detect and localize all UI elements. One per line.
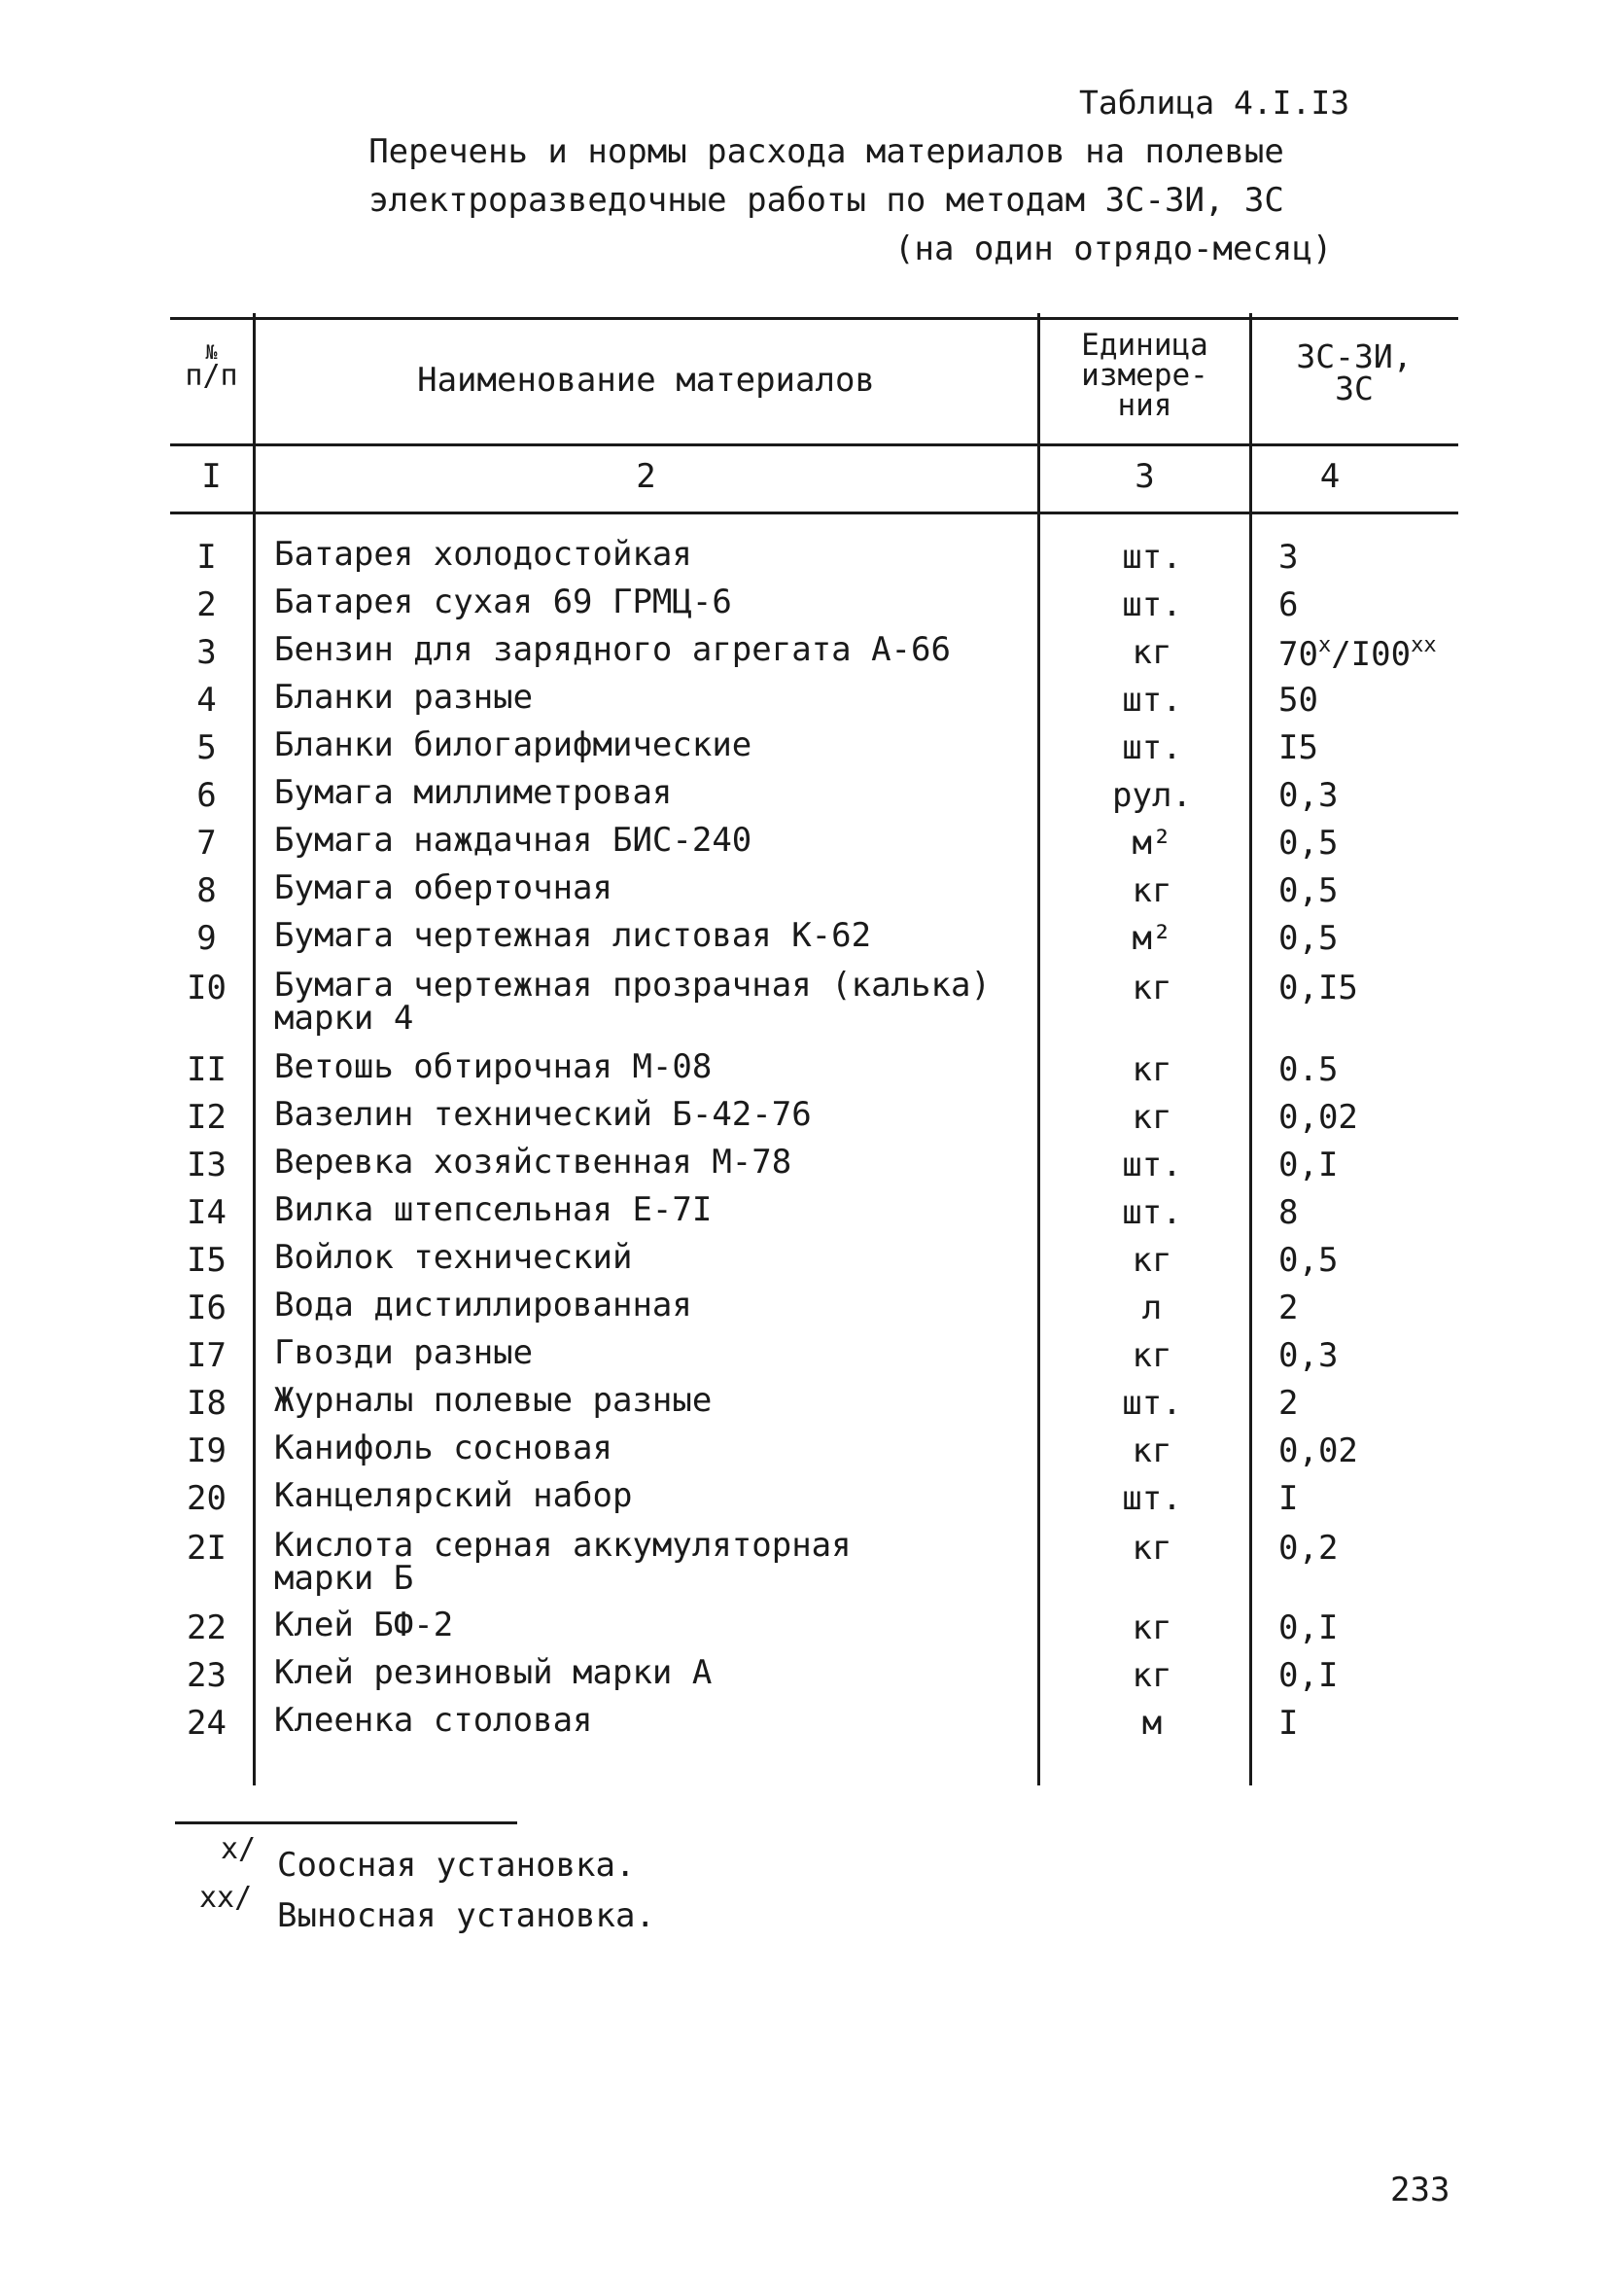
material-name-line-2: марки 4: [274, 999, 414, 1038]
material-name: Бумага оберточная: [274, 868, 612, 907]
header-number-label: п/п: [185, 359, 238, 393]
unit: м²: [1132, 919, 1172, 958]
column-divider-1: [253, 313, 256, 1785]
page-number: 233: [1390, 2171, 1450, 2209]
material-name: Бланки разные: [274, 678, 534, 717]
norm-value: I: [1278, 1479, 1299, 1518]
material-name: [274, 966, 1032, 1038]
header-number-mark: №: [205, 340, 218, 364]
column-index-4: 4: [1319, 457, 1341, 496]
norm-value: 0,I: [1278, 1608, 1339, 1647]
row-number: I8: [187, 1384, 227, 1423]
row-number: I: [196, 538, 217, 577]
row-number: 8: [196, 871, 217, 910]
unit: м: [1141, 1704, 1163, 1743]
header-value-line-2: ЗС: [1335, 370, 1374, 407]
row-number: 22: [187, 1608, 227, 1647]
material-name-line-2: марки Б: [274, 1559, 414, 1598]
material-name: Бумага наждачная БИС-240: [274, 821, 752, 860]
unit: кг: [1132, 1656, 1172, 1695]
material-name-line-1: Кислота серная аккумуляторная: [274, 1526, 852, 1565]
row-number: I0: [187, 969, 227, 1007]
norm-value: 0,I: [1278, 1656, 1339, 1695]
footnote-ref-xx: хх: [1411, 633, 1437, 657]
norm-value: 0,I: [1278, 1146, 1339, 1184]
unit: кг: [1132, 969, 1172, 1007]
unit: шт.: [1122, 681, 1182, 720]
material-name: Бумага миллиметровая: [274, 773, 673, 812]
row-number: 6: [196, 776, 217, 815]
norm-value: 0,5: [1278, 824, 1339, 863]
unit: кг: [1132, 1050, 1172, 1089]
unit: м²: [1132, 824, 1172, 863]
norm-value: 3: [1278, 538, 1299, 577]
norm-value: I: [1278, 1704, 1299, 1743]
material-name: Ветошь обтирочная М-08: [274, 1047, 713, 1086]
footnote-1-mark: х/: [221, 1832, 257, 1866]
unit: кг: [1132, 1098, 1172, 1137]
material-name: Вода дистиллированная: [274, 1286, 692, 1325]
index-bottom-rule: [170, 512, 1458, 514]
material-name: Клей БФ-2: [274, 1606, 454, 1644]
row-number: 4: [196, 681, 217, 720]
row-number: 5: [196, 728, 217, 767]
material-name: Батарея холодостойкая: [274, 535, 692, 574]
material-name: Войлок технический: [274, 1238, 633, 1277]
row-number: 7: [196, 824, 217, 863]
norm-value: I5: [1278, 728, 1318, 767]
norm-value-remote: /I00: [1331, 635, 1412, 674]
row-number: II: [187, 1050, 227, 1089]
header-unit-line-2: измере-: [1081, 358, 1208, 393]
material-name: Веревка хозяйственная М-78: [274, 1143, 792, 1182]
material-name: [274, 1526, 1032, 1598]
norm-value: 2: [1278, 1384, 1299, 1423]
material-name: Журналы полевые разные: [274, 1381, 713, 1420]
unit: л: [1141, 1289, 1163, 1327]
header-value: [1252, 337, 1456, 407]
table-caption-line-1: Перечень и нормы расхода материалов на полевые: [368, 132, 1284, 171]
table-caption-line-2: электроразведочные работы по методам ЗС-ЗИ, ЗС: [368, 181, 1284, 220]
material-name: Канифоль сосновая: [274, 1429, 612, 1467]
row-number: 20: [187, 1479, 227, 1518]
column-divider-3: [1249, 313, 1252, 1785]
norm-value-coaxial: 70: [1278, 635, 1318, 674]
row-number: I7: [187, 1336, 227, 1375]
header-number: [170, 342, 253, 391]
norm-value: 0,02: [1278, 1098, 1358, 1137]
row-number: 3: [196, 633, 217, 672]
column-index-3: 3: [1135, 457, 1155, 496]
table-caption-line-3: (на один отрядо-месяц): [894, 230, 1333, 268]
material-name: Клеенка столовая: [274, 1701, 593, 1740]
material-name: Гвозди разные: [274, 1333, 534, 1372]
row-number: I4: [187, 1193, 227, 1232]
norm-value: 0,02: [1278, 1431, 1358, 1470]
unit: кг: [1132, 871, 1172, 910]
norm-value: 0,5: [1278, 919, 1339, 958]
header-value-line-1: ЗС-ЗИ,: [1296, 337, 1413, 375]
norm-value: 50: [1278, 681, 1318, 720]
material-name-line-1: Бумага чертежная прозрачная (калька): [274, 966, 991, 1005]
header-unit-line-1: Единица: [1081, 328, 1208, 363]
material-name: Вилка штепсельная Е-7I: [274, 1190, 713, 1229]
material-name: Клей резиновый марки А: [274, 1653, 713, 1692]
column-index-2: 2: [636, 457, 656, 496]
row-number: 23: [187, 1656, 227, 1695]
norm-value: 0.5: [1278, 1050, 1339, 1089]
material-name: Канцелярский набор: [274, 1476, 633, 1515]
unit: шт.: [1122, 728, 1182, 767]
material-name: Батарея сухая 69 ГРМЦ-6: [274, 583, 732, 621]
unit: кг: [1132, 1241, 1172, 1280]
header-bottom-rule: [170, 443, 1458, 446]
material-name: Бензин для зарядного агрегата А-66: [274, 630, 951, 669]
row-number: 24: [187, 1704, 227, 1743]
column-index-1: I: [201, 457, 222, 496]
row-number: I3: [187, 1146, 227, 1184]
header-unit: [1040, 328, 1249, 423]
row-number: 9: [196, 919, 217, 958]
footnote-rule: [175, 1821, 517, 1824]
row-number: 2: [196, 585, 217, 624]
material-name: Бланки билогарифмические: [274, 725, 752, 764]
norm-value: 0,5: [1278, 871, 1339, 910]
norm-value: [1278, 633, 1492, 674]
row-number: I5: [187, 1241, 227, 1280]
unit: шт.: [1122, 538, 1182, 577]
unit: кг: [1132, 1431, 1172, 1470]
unit: шт.: [1122, 1384, 1182, 1423]
material-name: Вазелин технический Б-42-76: [274, 1095, 812, 1134]
footnote-2-mark: хх/: [199, 1881, 253, 1915]
unit: шт.: [1122, 1479, 1182, 1518]
footnote-ref-x: х: [1317, 633, 1332, 657]
unit: шт.: [1122, 585, 1182, 624]
unit: кг: [1132, 1529, 1172, 1568]
footnote-1-text: Соосная установка.: [277, 1846, 636, 1885]
norm-value: 0,3: [1278, 1336, 1339, 1375]
norm-value: 0,3: [1278, 776, 1339, 815]
footnote-2: [199, 1881, 655, 1935]
unit: кг: [1132, 1608, 1172, 1647]
row-number: I6: [187, 1289, 227, 1327]
row-number: I2: [187, 1098, 227, 1137]
table-label: Таблица 4.I.I3: [1079, 84, 1350, 122]
unit: шт.: [1122, 1193, 1182, 1232]
header-material-name: Наименование материалов: [417, 361, 875, 400]
material-name: Бумага чертежная листовая К-62: [274, 916, 872, 955]
table-top-rule: [170, 317, 1458, 320]
footnote-2-text: Выносная установка.: [277, 1896, 655, 1935]
footnote-1: [221, 1832, 636, 1885]
norm-value: 0,I5: [1278, 969, 1358, 1007]
unit: шт.: [1122, 1146, 1182, 1184]
unit: кг: [1132, 1336, 1172, 1375]
norm-value: 8: [1278, 1193, 1299, 1232]
norm-value: 0,2: [1278, 1529, 1339, 1568]
unit: рул.: [1112, 776, 1192, 815]
row-number: I9: [187, 1431, 227, 1470]
row-number: 2I: [187, 1529, 227, 1568]
norm-value: 0,5: [1278, 1241, 1339, 1280]
norm-value: 2: [1278, 1289, 1299, 1327]
unit: кг: [1132, 633, 1172, 672]
header-unit-line-3: ния: [1117, 388, 1172, 423]
norm-value: 6: [1278, 585, 1299, 624]
column-divider-2: [1037, 313, 1040, 1785]
